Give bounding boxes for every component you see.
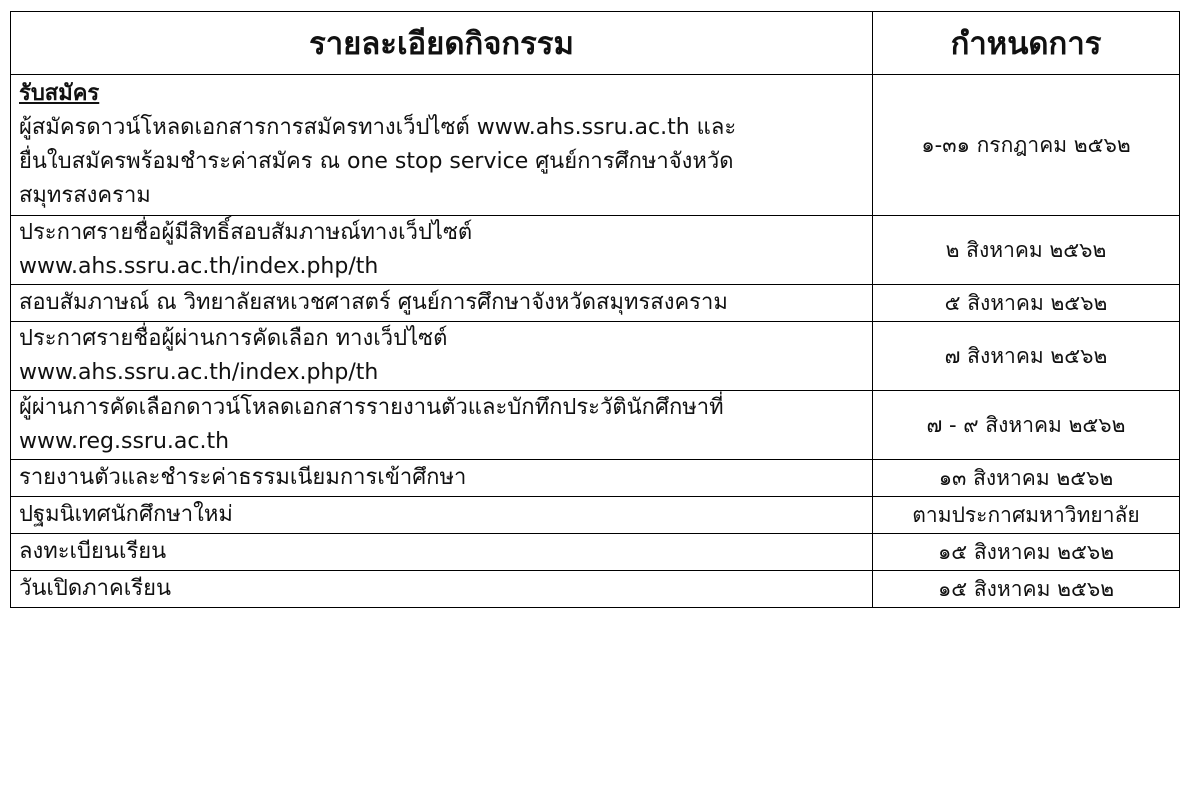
- activity-text: วันเปิดภาคเรียน: [19, 576, 172, 601]
- activity-cell: [11, 460, 873, 497]
- table-row: [11, 322, 1180, 391]
- activity-text: สอบสัมภาษณ์ ณ วิทยาลัยสหเวชศาสตร์ ศูนย์การศึกษาจังหวัดสมุทรสงคราม: [19, 290, 728, 315]
- table-row: [11, 75, 1180, 216]
- activity-text: ผู้สมัครดาวน์โหลดเอกสารการสมัครทางเว็ปไซต์ www.ahs.ssru.ac.th และ: [19, 115, 737, 140]
- activity-cell: [11, 322, 873, 391]
- activity-text: ประกาศรายชื่อผู้ผ่านการคัดเลือก ทางเว็ปไซต์: [19, 326, 448, 351]
- activity-text: ผู้ผ่านการคัดเลือกดาวน์โหลดเอกสารรายงานตัวและบักทึกประวัตินักศึกษาที่: [19, 395, 724, 420]
- activity-text: สมุทรสงคราม: [19, 183, 151, 208]
- activity-text: www.reg.ssru.ac.th: [19, 429, 230, 454]
- activity-cell: [11, 497, 873, 534]
- date-cell: ๑๕ สิงหาคม ๒๕๖๒: [873, 534, 1180, 571]
- table-row: [11, 460, 1180, 497]
- date-cell: ๗ สิงหาคม ๒๕๖๒: [873, 322, 1180, 391]
- activity-cell: [11, 571, 873, 608]
- activity-cell: [11, 534, 873, 571]
- table-row: [11, 285, 1180, 322]
- header-row: [11, 12, 1180, 75]
- date-cell: ตามประกาศมหาวิทยาลัย: [873, 497, 1180, 534]
- activity-cell: [11, 285, 873, 322]
- date-cell: ๕ สิงหาคม ๒๕๖๒: [873, 285, 1180, 322]
- header-activity: รายละเอียดกิจกรรม: [11, 12, 873, 75]
- activity-text: ลงทะเบียนเรียน: [19, 539, 167, 564]
- table-row: [11, 534, 1180, 571]
- table-row: [11, 391, 1180, 460]
- activity-text: ประกาศรายชื่อผู้มีสิทธิ์สอบสัมภาษณ์ทางเว็ปไซต์: [19, 220, 473, 245]
- activity-text: รายงานตัวและชำระค่าธรรมเนียมการเข้าศึกษา: [19, 465, 467, 490]
- activity-text: ยื่นใบสมัครพร้อมชำระค่าสมัคร ณ one stop service ศูนย์การศึกษาจังหวัด: [19, 149, 734, 174]
- table-row: [11, 216, 1180, 285]
- activity-text: ปฐมนิเทศนักศึกษาใหม่: [19, 502, 233, 527]
- activity-cell: [11, 216, 873, 285]
- table-row: [11, 571, 1180, 608]
- date-cell: ๑๓ สิงหาคม ๒๕๖๒: [873, 460, 1180, 497]
- date-cell: ๒ สิงหาคม ๒๕๖๒: [873, 216, 1180, 285]
- activity-cell: [11, 391, 873, 460]
- activity-text: www.ahs.ssru.ac.th/index.php/th: [19, 360, 379, 385]
- section-heading: รับสมัคร: [19, 81, 100, 106]
- table-row: [11, 497, 1180, 534]
- schedule-table: [10, 11, 1180, 608]
- date-cell: ๑๕ สิงหาคม ๒๕๖๒: [873, 571, 1180, 608]
- activity-cell: [11, 75, 873, 216]
- date-cell: ๑-๓๑ กรกฎาคม ๒๕๖๒: [873, 75, 1180, 216]
- header-date: กำหนดการ: [873, 12, 1180, 75]
- date-cell: ๗ - ๙ สิงหาคม ๒๕๖๒: [873, 391, 1180, 460]
- activity-text: www.ahs.ssru.ac.th/index.php/th: [19, 254, 379, 279]
